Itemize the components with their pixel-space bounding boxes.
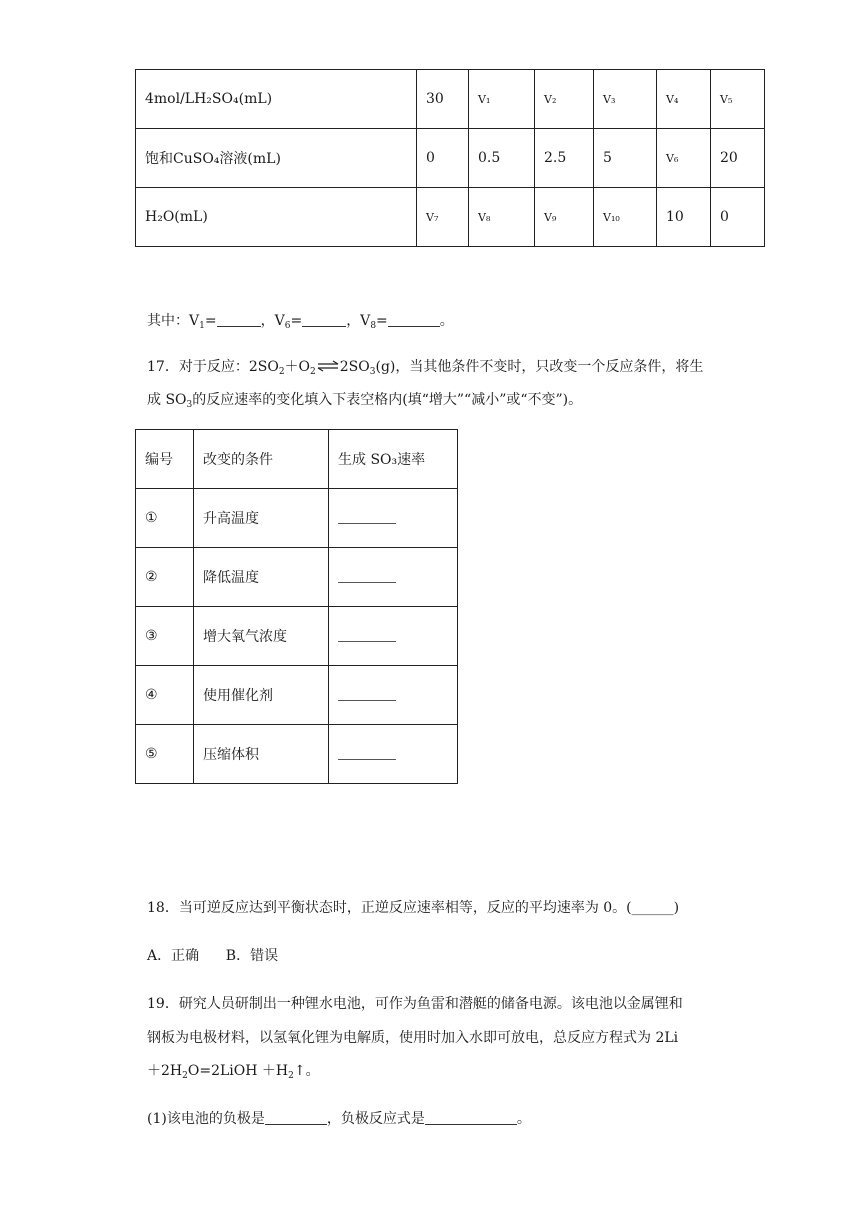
condition-cell: 使用催化剂 (194, 666, 329, 725)
row-label: 4mol/LH₂SO₄(mL) (136, 70, 417, 129)
q19-line-3: $+2H_2O=2LiOH$ $+H_2↑$。 (147, 1063, 320, 1081)
table-cell: 0 (711, 188, 765, 247)
row-id: ③ (136, 607, 194, 666)
row-id: ② (136, 548, 194, 607)
row-label: 饱和CuSO₄溶液(mL) (136, 129, 417, 188)
table-cell: 0.5 (469, 129, 535, 188)
table-cell: 10 (657, 188, 711, 247)
table-cell: V₁₀ (594, 188, 657, 247)
answer-cell[interactable] (329, 666, 458, 725)
table-cell: V₉ (535, 188, 594, 247)
table-cell: V₄ (657, 70, 711, 129)
condition-table (135, 429, 458, 784)
row-id: ⑤ (136, 725, 194, 784)
column-header: 生成 SO₃速率 (329, 430, 458, 489)
q19-sub-1: (1)该电池的负极是 ，负极反应式是 。 (147, 1111, 531, 1127)
answer-blank[interactable] (338, 686, 396, 701)
table-row (136, 548, 458, 607)
table-cell: 0 (417, 129, 469, 188)
table-cell: V₁ (469, 70, 535, 129)
table-cell: 20 (711, 129, 765, 188)
row-label: H₂O(mL) (136, 188, 417, 247)
q18-text: 18．当可逆反应达到平衡状态时，正逆反应速率相等，反应的平均速率为 0。(______) (147, 900, 680, 916)
q17-line-2: 成 $SO_3$的反应速率的变化填入下表空格内(填“增大”“减小”或“不变”)。 (147, 392, 583, 410)
table-row (136, 129, 765, 188)
q18-options: A．正确 B．错误 (147, 948, 279, 964)
answer-cell[interactable] (329, 548, 458, 607)
condition-cell: 增大氧气浓度 (194, 607, 329, 666)
row-id: ① (136, 489, 194, 548)
table-cell: 2.5 (535, 129, 594, 188)
table-cell: V₇ (417, 188, 469, 247)
answer-blank[interactable] (338, 745, 396, 760)
v8-blank[interactable] (388, 313, 440, 327)
column-header: 编号 (136, 430, 194, 489)
table-row (136, 70, 765, 129)
table-header-row (136, 430, 458, 489)
condition-cell: 压缩体积 (194, 725, 329, 784)
table-row (136, 607, 458, 666)
table-row (136, 725, 458, 784)
answer-cell[interactable] (329, 607, 458, 666)
table-cell: V₆ (657, 129, 711, 188)
condition-cell: 升高温度 (194, 489, 329, 548)
negative-electrode-blank[interactable] (265, 1111, 327, 1125)
q17-line-1: 17．对于反应：$2SO_2+O_2$ $2SO_3(g)$，当其他条件不变时，只改变一个反应条件，将生 (147, 359, 704, 377)
table-cell: V₅ (711, 70, 765, 129)
equilibrium-arrow-icon (317, 360, 339, 372)
answer-cell[interactable] (329, 725, 458, 784)
column-header: 改变的条件 (194, 430, 329, 489)
table-cell: 5 (594, 129, 657, 188)
experiment-table (135, 69, 765, 247)
answer-cell[interactable] (329, 489, 458, 548)
table-cell: V₃ (594, 70, 657, 129)
q19-line-2: 钢板为电极材料，以氢氧化锂为电解质，使用时加入水即可放电，总反应方程式为 2Li (147, 1030, 679, 1046)
answer-blank[interactable] (338, 627, 396, 642)
v6-blank[interactable] (302, 313, 346, 327)
v1-blank[interactable] (217, 313, 261, 327)
row-id: ④ (136, 666, 194, 725)
table-row (136, 489, 458, 548)
table-cell: V₂ (535, 70, 594, 129)
condition-cell: 降低温度 (194, 548, 329, 607)
table-cell: 30 (417, 70, 469, 129)
table-row (136, 188, 765, 247)
q16-answer-line: 其中：$V_1=$ ，$V_6=$ ，$V_8=$ 。 (147, 313, 454, 331)
answer-blank[interactable] (338, 509, 396, 524)
electrode-reaction-blank[interactable] (425, 1111, 517, 1125)
q19-line-1: 19．研究人员研制出一种锂水电池，可作为鱼雷和潜艇的储备电源。该电池以金属锂和 (147, 996, 683, 1012)
table-row (136, 666, 458, 725)
answer-blank[interactable] (338, 568, 396, 583)
table-cell: V₈ (469, 188, 535, 247)
